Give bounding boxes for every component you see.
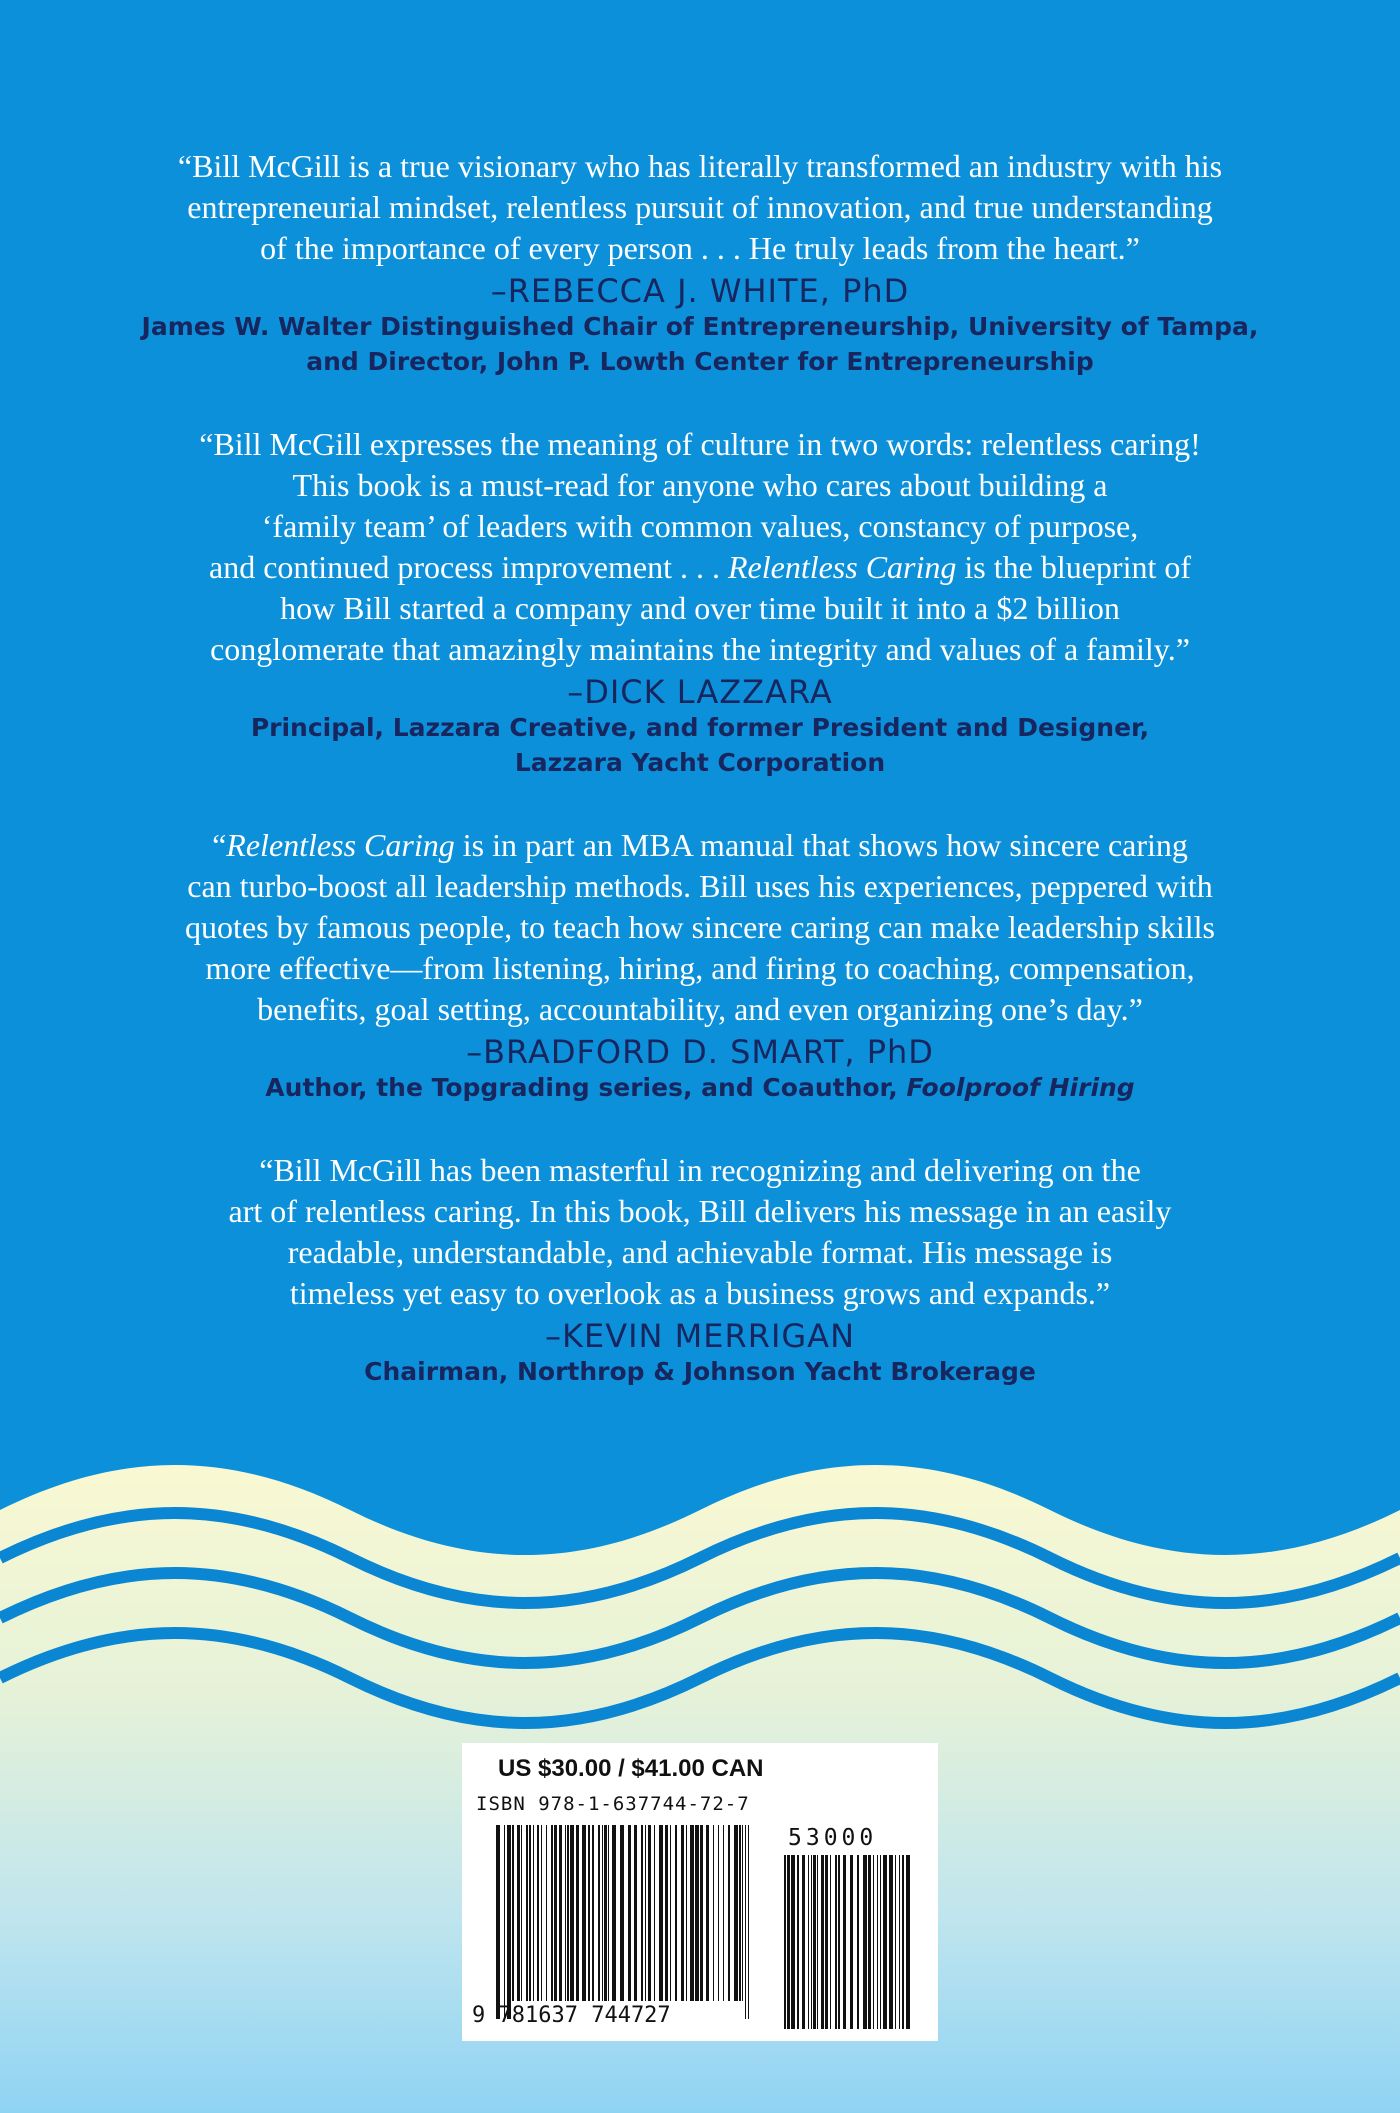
quote-line: more effective—from listening, hiring, and firing to coaching, compensation, xyxy=(205,950,1195,986)
endorsement-1 xyxy=(0,146,1400,379)
barcode-bar xyxy=(899,1855,900,2029)
barcode-bar xyxy=(889,1855,893,2029)
price-text: US $30.00 / $41.00 CAN xyxy=(498,1755,764,1782)
quote-line: entrepreneurial mindset, relentless pursuit of innovation, and true understanding xyxy=(187,189,1213,225)
isbn-text: ISBN 978-1-637744-72-7 xyxy=(476,1793,750,1815)
barcode-bar xyxy=(713,1825,714,2001)
quote-line: can turbo-boost all leadership methods. Bill uses his experiences, peppered with xyxy=(187,868,1213,904)
quote-line xyxy=(0,547,1400,588)
quote-line: conglomerate that amazingly maintains the integrity and values of a family.” xyxy=(210,631,1190,667)
barcode-bar xyxy=(576,1825,579,2001)
quote-text: is the blueprint of xyxy=(956,549,1192,585)
quote-line: quotes by famous people, to teach how sincere caring can make leadership skills xyxy=(185,909,1215,945)
barcode-bar xyxy=(507,1825,511,2019)
barcode-bar xyxy=(808,1855,809,2029)
quote-line: art of relentless caring. In this book, Bill delivers his message in an easily xyxy=(228,1193,1172,1229)
barcode-digits: 9 781637 744727 xyxy=(472,2003,671,2028)
barcode-bar xyxy=(700,1825,703,2001)
barcode-bar xyxy=(873,1855,874,2029)
quote-line: “Bill McGill has been masterful in recognizing and delivering on the xyxy=(259,1152,1141,1188)
barcode-bar xyxy=(634,1825,637,2001)
barcode-bar xyxy=(681,1825,684,2001)
barcode-bar xyxy=(811,1855,812,2029)
barcode-bar xyxy=(551,1825,553,2001)
barcode-bar xyxy=(734,1825,738,2001)
attribution-title-text: Author, the Topgrading series, and Coauthor, xyxy=(265,1073,907,1102)
barcode-bar xyxy=(608,1825,609,2001)
barcode-bar xyxy=(620,1825,624,2001)
barcode-bar xyxy=(645,1825,646,2001)
barcode-bar xyxy=(559,1825,562,2001)
barcode-bar xyxy=(825,1855,828,2029)
barcode-bar xyxy=(612,1825,616,2001)
quote-line: “Bill McGill expresses the meaning of culture in two words: relentless caring! xyxy=(199,426,1201,462)
quote-line: of the importance of every person . . . He truly leads from the heart.” xyxy=(260,230,1140,266)
barcode-bar xyxy=(526,1825,528,2001)
barcode-bar xyxy=(723,1825,724,2001)
barcode-bar xyxy=(843,1855,846,2029)
barcode-bar xyxy=(695,1825,699,2001)
barcode-bar xyxy=(718,1825,719,2001)
barcode-bar xyxy=(533,1825,534,2001)
quote-line: benefits, goal setting, accountability, and even organizing one’s day.” xyxy=(257,991,1143,1027)
attribution-name: –KEVIN MERRIGAN xyxy=(545,1317,855,1355)
quote-line: timeless yet easy to overlook as a business grows and expands.” xyxy=(289,1275,1111,1311)
attribution-title: James W. Walter Distinguished Chair of Entrepreneurship, University of Tampa, xyxy=(141,312,1259,341)
quote-line: “Bill McGill is a true visionary who has literally transformed an industry with his xyxy=(177,148,1223,184)
barcode-bar xyxy=(570,1825,574,2001)
barcode-bar xyxy=(817,1855,818,2029)
barcode-bar xyxy=(659,1825,663,2001)
barcode-bar xyxy=(675,1825,677,2001)
barcode-bar xyxy=(686,1825,687,2001)
barcode-bar xyxy=(835,1855,837,2029)
barcode-bar xyxy=(588,1825,590,2001)
barcode-bar xyxy=(648,1825,651,2001)
barcode-bars xyxy=(462,1743,938,2041)
barcode-bar xyxy=(883,1855,887,2029)
barcode-bar xyxy=(628,1825,631,2001)
barcode-bar xyxy=(496,1825,500,2019)
barcode-bar xyxy=(742,1825,743,2001)
attribution-title: Lazzara Yacht Corporation xyxy=(514,748,886,777)
barcode-bar xyxy=(868,1855,871,2029)
barcode-bar xyxy=(529,1825,531,2001)
book-title: Relentless Caring xyxy=(226,827,455,863)
endorsement-4 xyxy=(0,1150,1400,1389)
barcode-bar xyxy=(537,1825,539,2001)
barcode-bar xyxy=(821,1855,824,2029)
barcode-bar xyxy=(598,1825,600,2001)
barcode-bar xyxy=(654,1825,655,2001)
quote-line: readable, understandable, and achievable format. His message is xyxy=(287,1234,1113,1270)
attribution-name: –BRADFORD D. SMART, PhD xyxy=(466,1033,934,1071)
barcode-bar xyxy=(521,1825,522,2001)
barcode-bar xyxy=(546,1825,547,2001)
quote-line: This book is a must-read for anyone who cares about building a xyxy=(292,467,1108,503)
quote-line: how Bill started a company and over time built it into a $2 billion xyxy=(280,590,1120,626)
barcode-bar xyxy=(541,1825,542,2001)
barcode-bar xyxy=(641,1825,643,2001)
quote-text: is in part an MBA manual that shows how sincere caring xyxy=(454,827,1188,863)
barcode-bar xyxy=(784,1855,786,2029)
barcode-bar xyxy=(906,1855,910,2029)
barcode-bar xyxy=(877,1855,878,2029)
barcode-bar xyxy=(565,1825,566,2001)
endorsement-3 xyxy=(0,825,1400,1105)
barcode-bar xyxy=(902,1855,904,2029)
barcode-bar xyxy=(857,1855,859,2029)
barcode-label xyxy=(462,1743,938,2041)
barcode-bar xyxy=(582,1825,586,2001)
barcode-bar xyxy=(739,1825,741,2001)
barcode-bar xyxy=(554,1825,557,2001)
book-title: Foolproof Hiring xyxy=(906,1073,1135,1102)
attribution-title xyxy=(0,1070,1400,1105)
barcode-bar xyxy=(791,1855,795,2029)
barcode-bar xyxy=(895,1855,896,2029)
barcode-bar xyxy=(512,1825,514,2001)
barcode-bar xyxy=(830,1855,831,2029)
quote-line: ‘family team’ of leaders with common values, constancy of purpose, xyxy=(261,508,1139,544)
barcode-bar xyxy=(504,1825,505,2019)
barcode-bar xyxy=(567,1825,569,2001)
barcode-bar xyxy=(706,1825,709,2001)
barcode-bar xyxy=(850,1855,853,2029)
attribution-name: –REBECCA J. WHITE, PhD xyxy=(490,272,910,310)
barcode-bar xyxy=(728,1825,730,2001)
endorsement-2 xyxy=(0,424,1400,780)
attribution-name: –DICK LAZZARA xyxy=(567,673,833,711)
attribution-title: and Director, John P. Lowth Center for Entrepreneurship xyxy=(306,347,1094,376)
barcode-bar xyxy=(748,1825,749,2019)
barcode-bar xyxy=(670,1825,671,2001)
barcode-bar xyxy=(787,1855,790,2029)
barcode-bar xyxy=(602,1825,603,2001)
barcode-bar xyxy=(802,1855,805,2029)
barcode-bar xyxy=(592,1825,594,2001)
addon-digits: 53000 xyxy=(788,1825,878,1851)
quote-text: and continued process improvement . . . xyxy=(208,549,728,585)
barcode-bar xyxy=(690,1825,694,2001)
barcode-bar xyxy=(665,1825,668,2001)
barcode-bar xyxy=(604,1825,607,2001)
attribution-title: Chairman, Northrop & Johnson Yacht Brokerage xyxy=(364,1357,1036,1386)
barcode-bar xyxy=(517,1825,520,2001)
book-title: Relentless Caring xyxy=(727,549,957,585)
barcode-bar xyxy=(745,1825,746,2019)
quote-text: “ xyxy=(212,827,227,863)
attribution-title: Principal, Lazzara Creative, and former President and Designer, xyxy=(250,713,1150,742)
barcode-bar xyxy=(880,1855,881,2029)
barcode-bar xyxy=(838,1855,840,2029)
barcode-bar xyxy=(797,1855,799,2029)
quote-line xyxy=(0,825,1400,866)
barcode-bar xyxy=(813,1855,816,2029)
barcode-bar xyxy=(863,1855,867,2029)
